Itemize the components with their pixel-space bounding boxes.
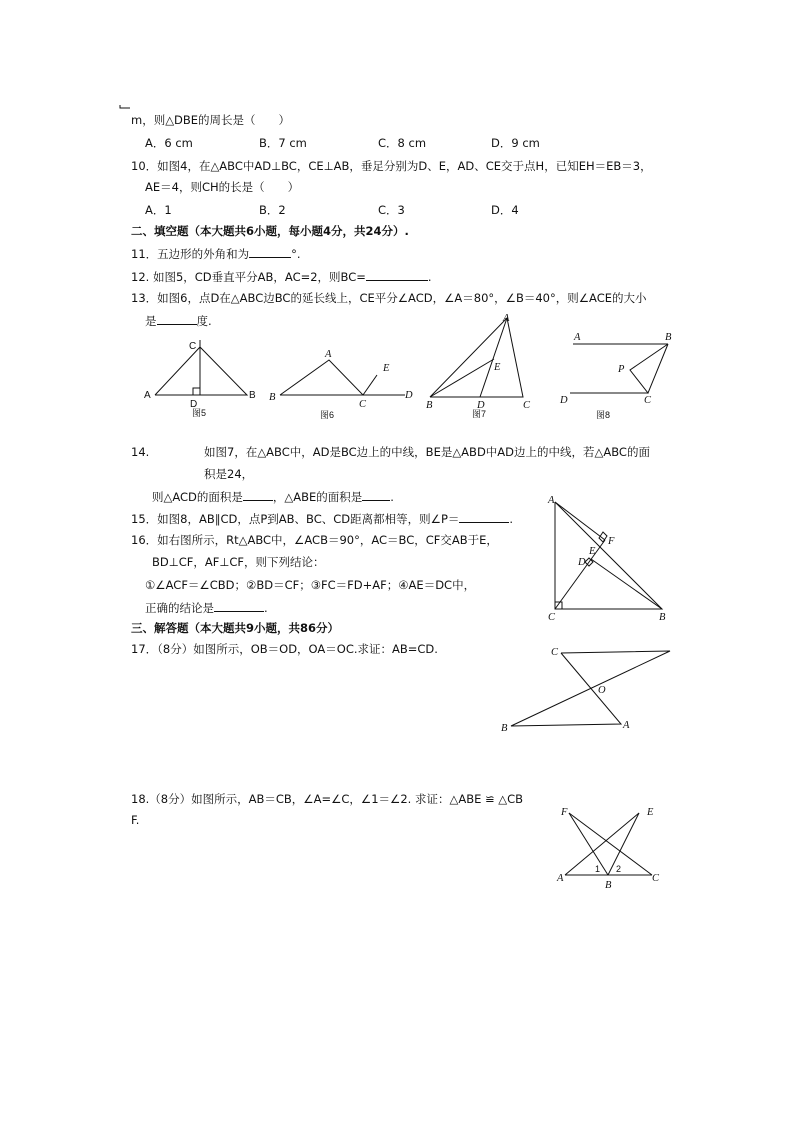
q10-option-a: A．1 bbox=[145, 203, 172, 217]
fig7-label-c: C bbox=[523, 400, 531, 411]
figure-17 bbox=[498, 640, 678, 735]
fig5-label-b: B bbox=[249, 390, 256, 401]
q9-option-b: B．7 cm bbox=[259, 136, 307, 150]
q15-text: 15．如图8，AB∥CD，点P到AB、BC、CD距离都相等，则∠P＝ bbox=[131, 512, 460, 526]
figure-5 bbox=[140, 335, 270, 420]
fig5-label-d: D bbox=[190, 399, 198, 410]
fig17-label-o: O bbox=[598, 685, 606, 696]
q9-option-d: D．9 cm bbox=[491, 136, 540, 150]
figure-8 bbox=[555, 325, 680, 420]
fig6-label-b: B bbox=[269, 392, 276, 403]
fig7-label-e: E bbox=[494, 362, 501, 373]
q16-line4-b: . bbox=[264, 601, 268, 615]
q14-blank-1[interactable] bbox=[243, 489, 273, 501]
q11 bbox=[131, 246, 301, 262]
q14-blank-2[interactable] bbox=[362, 489, 390, 501]
fig17-label-a: A bbox=[623, 720, 630, 731]
fig7-label-d: D bbox=[477, 400, 485, 411]
q18-line2: F. bbox=[131, 813, 140, 827]
q10-line1: 10．如图4，在△ABC中AD⊥BC，CE⊥AB，垂足分别为D、E，AD、CE交于点H，已知EH＝EB＝3， bbox=[131, 159, 652, 173]
q14-line1: 如图7，在△ABC中，AD是BC边上的中线，BE是△ABD中AD边上的中线，若△ABC的面 bbox=[204, 445, 650, 459]
q14-line2: 积是24， bbox=[204, 467, 254, 481]
fig16-label-f: F bbox=[608, 536, 615, 547]
fig6-label-a: A bbox=[325, 349, 332, 360]
fig18-label-e: E bbox=[647, 807, 654, 818]
q13-line2-start: 是 bbox=[145, 314, 157, 328]
q12-blank[interactable] bbox=[366, 269, 428, 281]
fig17-label-c: C bbox=[551, 647, 559, 658]
q12 bbox=[131, 269, 432, 285]
fig7-label-a: A bbox=[503, 313, 510, 324]
figure-18 bbox=[552, 800, 667, 890]
corner-mark bbox=[120, 104, 132, 110]
fig8-label-d: D bbox=[560, 395, 568, 406]
q9-option-c: C．8 cm bbox=[378, 136, 427, 150]
q18-line1: 18.（8分）如图所示，AB＝CB，∠A=∠C，∠1＝∠2. 求证：△ABE ≌ △CB bbox=[131, 792, 524, 806]
fig18-label-c: C bbox=[652, 873, 660, 884]
fig7-caption: 图7 bbox=[472, 409, 487, 419]
section2-heading: 二、填空题（本大题共6小题，每小题4分，共24分）. bbox=[131, 224, 409, 238]
q15-blank[interactable] bbox=[459, 511, 509, 523]
q16-line3: ①∠ACF＝∠CBD；②BD＝CF；③FC＝FD+AF；④AE＝DC中， bbox=[145, 578, 476, 592]
figure-16 bbox=[540, 490, 680, 625]
fig16-label-d: D bbox=[578, 557, 586, 568]
q14-line3-a: 则△ACD的面积是 bbox=[152, 490, 243, 504]
fig16-label-c: C bbox=[548, 612, 556, 623]
fig18-label-2: 2 bbox=[616, 864, 622, 874]
q9-tail: m，则△DBE的周长是（ ） bbox=[131, 113, 291, 127]
fig16-label-b: B bbox=[659, 612, 666, 623]
q10-option-c: C．3 bbox=[378, 203, 405, 217]
figure-7 bbox=[420, 310, 545, 420]
q11-text: 11．五边形的外角和为 bbox=[131, 247, 250, 261]
q14-number: 14. bbox=[131, 445, 150, 459]
fig18-label-1: 1 bbox=[595, 864, 601, 874]
fig16-label-a: A bbox=[548, 495, 555, 506]
q10-option-b: B．2 bbox=[259, 203, 286, 217]
fig8-caption: 图8 bbox=[596, 410, 611, 420]
q10-option-d: D．4 bbox=[491, 203, 519, 217]
fig18-label-b: B bbox=[605, 880, 612, 891]
q14-line3-b: ，△ABE的面积是 bbox=[272, 490, 363, 504]
fig6-label-c: C bbox=[359, 399, 367, 410]
q9-option-a: A．6 cm bbox=[145, 136, 193, 150]
q16-line4-a: 正确的结论是 bbox=[145, 601, 214, 615]
fig18-label-f: F bbox=[561, 807, 568, 818]
fig16-label-e: E bbox=[589, 546, 596, 557]
q13-blank[interactable] bbox=[157, 313, 197, 325]
fig17-label-b: B bbox=[501, 723, 508, 734]
fig8-label-a: A bbox=[574, 332, 581, 343]
q16-line1: 16．如右图所示，Rt△ABC中，∠ACB＝90°，AC＝BC，CF交AB于E， bbox=[131, 533, 498, 547]
fig8-label-c: C bbox=[644, 395, 652, 406]
q16-blank[interactable] bbox=[214, 600, 264, 612]
q15-suffix: . bbox=[509, 512, 514, 526]
q16-line4 bbox=[145, 600, 268, 616]
q15 bbox=[131, 511, 513, 527]
fig5-label-c: C bbox=[189, 341, 197, 352]
q16-line2: BD⊥CF，AF⊥CF，则下列结论： bbox=[152, 555, 325, 569]
q14-line3 bbox=[152, 489, 394, 505]
fig7-label-b: B bbox=[426, 400, 433, 411]
fig5-label-a: A bbox=[144, 390, 151, 401]
fig5-caption: 图5 bbox=[192, 408, 207, 418]
q11-blank[interactable] bbox=[249, 246, 291, 258]
q13-line1: 13．如图6，点D在△ABC边BC的延长线上，CE平分∠ACD，∠A＝80°，∠B＝40°，则∠ACE的大小 bbox=[131, 291, 647, 305]
figure-6 bbox=[265, 340, 425, 425]
fig6-caption: 图6 bbox=[320, 410, 335, 420]
fig6-label-d: D bbox=[405, 390, 413, 401]
q13-line2 bbox=[145, 313, 212, 329]
fig8-label-b: B bbox=[665, 332, 672, 343]
q13-line2-end: 度. bbox=[196, 314, 212, 328]
q10-line2: AE＝4，则CH的长是（ ） bbox=[145, 180, 300, 194]
fig18-label-a: A bbox=[557, 873, 564, 884]
fig6-label-e: E bbox=[383, 363, 390, 374]
q12-suffix: . bbox=[427, 270, 432, 284]
q11-suffix: °. bbox=[291, 247, 301, 261]
q14-line3-c: . bbox=[390, 490, 394, 504]
fig8-label-p: P bbox=[618, 364, 625, 375]
q12-text: 12. 如图5，CD垂直平分AB，AC=2，则BC= bbox=[131, 270, 366, 284]
q17-text: 17．（8分）如图所示，OB＝OD，OA＝OC.求证：AB=CD. bbox=[131, 642, 438, 656]
section3-heading: 三、解答题（本大题共9小题，共86分） bbox=[131, 621, 340, 635]
